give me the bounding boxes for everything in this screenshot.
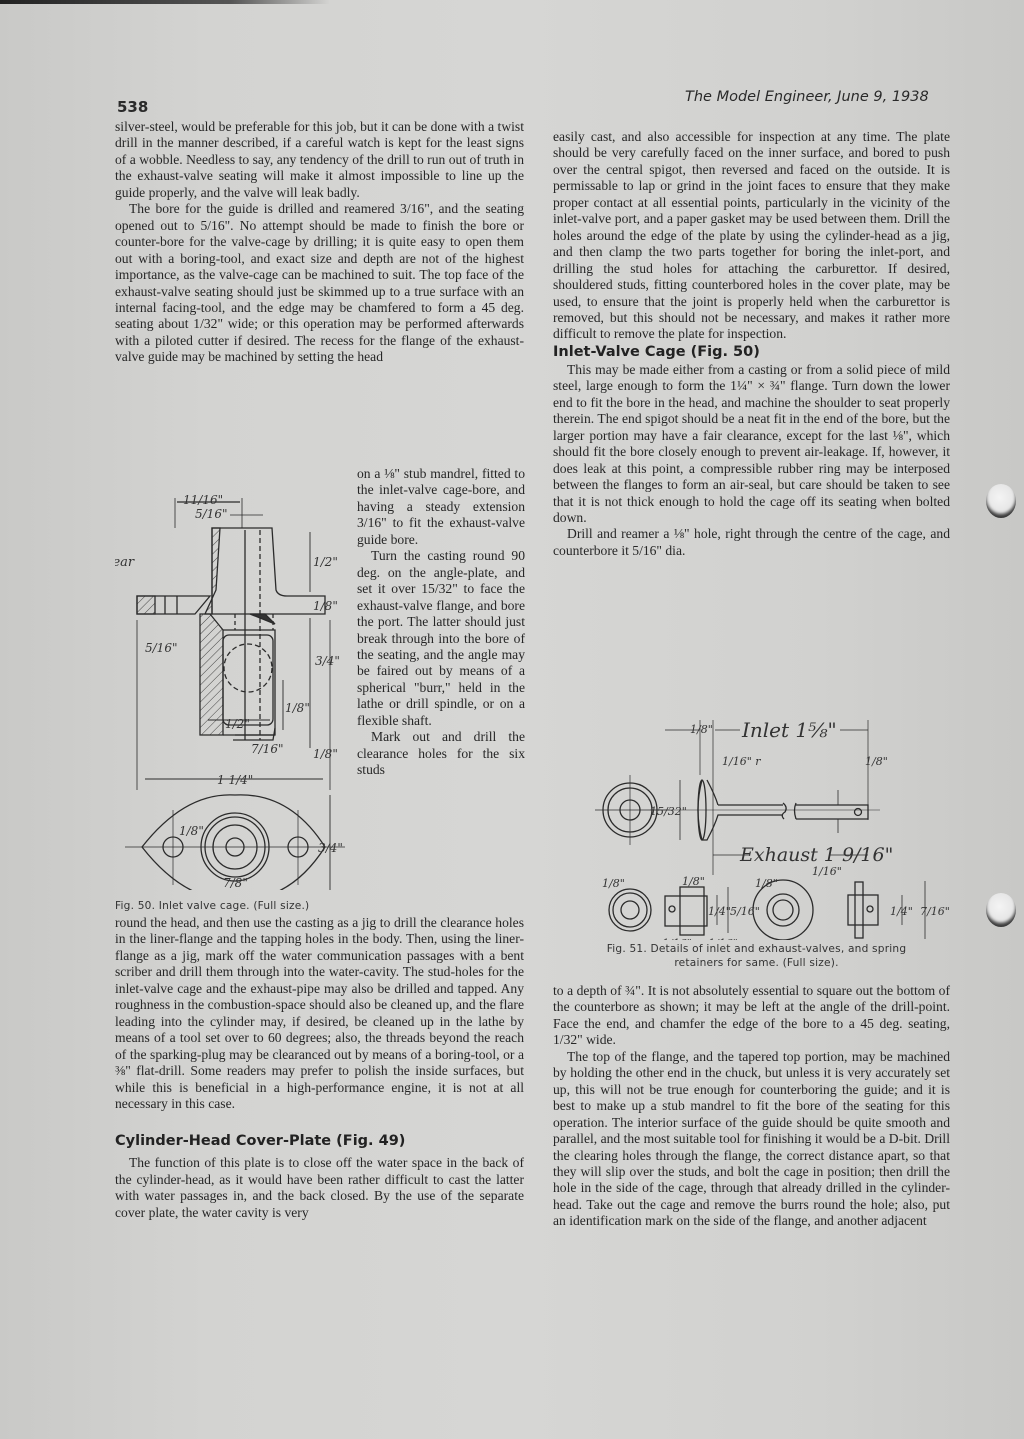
- figure-51-caption-line2: retainers for same. (Full size).: [674, 957, 839, 969]
- section-heading-inlet-valve-cage: Inlet-Valve Cage (Fig. 50): [553, 343, 760, 360]
- dim-label: 1/8": [313, 747, 338, 761]
- dim-label: 3/4": [315, 654, 340, 668]
- dim-label: 1/16" r: [722, 755, 761, 768]
- figure-51-drawing: [590, 715, 970, 940]
- dim-label: 1/8": [313, 599, 338, 613]
- figure-51-caption-line1: Fig. 51. Details of inlet and exhaust-valves, and spring: [606, 943, 907, 955]
- paragraph: to a depth of ¾". It is not absolutely essential to square out the bottom of the counterbore as shown; it may be left at the angle of the drill-point. Face the end, and chamfer the edge of the bore to a 45 deg. seating, 1/32" wide.: [553, 983, 950, 1048]
- punch-hole-upper: [986, 484, 1016, 518]
- running-head: The Model Engineer, June 9, 1938: [685, 89, 929, 105]
- dim-label: 7/16": [920, 905, 950, 918]
- section-heading-cover-plate: Cylinder-Head Cover-Plate (Fig. 49): [115, 1133, 406, 1150]
- dim-label: 1/4": [890, 905, 913, 918]
- paragraph: The function of this plate is to close off the water space in the back of the cylinder-head, as it would have been rather difficult to cast the latter with water passages in, and the back closed. By the use of the separate cover plate, the water cavity is very: [115, 1155, 524, 1220]
- dim-label: 1/2": [313, 555, 338, 569]
- dim-label: 1/8": [285, 701, 310, 715]
- punch-hole-lower: [986, 893, 1016, 927]
- paragraph: on a ⅛" stub mandrel, fitted to the inlet-valve cage-bore, and having a steady extension 3/16" to fit the exhaust-valve guide bore.: [357, 466, 525, 547]
- dim-label: 5/16": [145, 641, 178, 655]
- dim-label: 1/16": [812, 865, 842, 878]
- dim-label: 7/16": [251, 742, 284, 756]
- dim-label: 5/16": [730, 905, 760, 918]
- dim-label: 15/32": [650, 805, 687, 818]
- dim-label: 1/8": [865, 755, 888, 768]
- paragraph: Mark out and drill the clearance holes for the six studs: [357, 729, 525, 778]
- paragraph: silver-steel, would be preferable for this job, but it can be done with a twist drill in the manner described, if a careful watch is kept for the least signs of a wobble. Needless to say, any tendency of the drill to run out of truth in the exhaust-valve seating will make it almost impossible to line up the guide properly, and the valve will leak badly.: [115, 119, 524, 200]
- dim-label: ar: [120, 555, 135, 570]
- paragraph: The top of the flange, and the tapered top portion, may be machined by holding the other end in the chuck, but unless it is very accurately set up, this will not be true enough for counterboring the guide; and it is best to make up a stub mandrel to fit the bore of the seating for this operation. The interior surface of the guide should be quite smooth and parallel, and the most suitable tool for finishing it would be a D-bit. Drill the clearing holes through the flange, the correct distance apart, so that they will slip over the studs, and bolt the cage in position; then drill the hole in the side of the cage, through that already drilled in the cylinder-head. Take out the cage and remove the burrs round the hole; also, put an identification mark on the side of the flange, and another adjacent: [553, 1048, 950, 1229]
- dim-label-exhaust: Exhaust 1 9/16": [740, 844, 894, 866]
- dim-label: 1/8": [682, 875, 705, 888]
- dim-label: 5/16": [195, 507, 228, 521]
- dim-label: 1 1/4": [217, 773, 254, 787]
- right-column-bottom: [553, 983, 950, 1230]
- dim-label: 1/8": [690, 723, 713, 736]
- dim-label: 3/4": [318, 841, 343, 855]
- dim-label: 1/8": [602, 877, 625, 890]
- figure-50-caption: Fig. 50. Inlet valve cage. (Full size.): [115, 900, 310, 912]
- dim-label: 11/16": [183, 493, 224, 507]
- left-column-wrap-text: [357, 466, 525, 779]
- dim-label: 1/2": [225, 717, 250, 731]
- right-column-top: [553, 129, 950, 559]
- dim-label: 1/8": [179, 824, 204, 838]
- left-column-top: [115, 119, 524, 366]
- paragraph: round the head, and then use the casting as a jig to drill the clearance holes in the liner-flange and the tapping holes in the body. Then, using the liner-flange as a jig, mark off the water communication passages with a bent scriber and drill them through into the water-cavity. The stud-holes for the inlet-valve cage and the exhaust-pipe may also be drilled and tapped. Any roughness in the combustion-space should also be cleaned up, and the flare leading into the cylinder may, if desired, be cleaned up in the lathe by means of a tool set over to 60 degrees; also, the threads beyond the reach of the sparking-plug may be clearanced out by means of a boring-tool, or a ⅜" flat-drill. Some readers may prefer to polish the inside surfaces, but while this is beneficial in a high-performance engine, it is not at all necessary in this case.: [115, 915, 524, 1111]
- paragraph: The bore for the guide is drilled and reamered 3/16", and the seating opened out to 5/16". No attempt should be made to finish the bore or counter-bore for the valve-cage by drilling; it is quite easy to open them out with a boring-tool, and exact size and depth are not of the highest importance, as the valve-cage can be machined to suit. The top face of the exhaust-valve seating should just be skimmed up to a true surface with an internal facing-tool, and the edge may be chamfered to form a 45 deg. seating about 1/32" wide; or this operation may be performed afterwards with a piloted cutter if desired. The recess for the flange of the exhaust-valve guide may be machined by setting the head: [115, 201, 524, 365]
- figure-51-caption: [559, 942, 954, 970]
- scan-edge-shadow: [0, 0, 330, 4]
- dim-label: 1/8": [755, 877, 778, 890]
- paragraph: This may be made either from a casting or from a solid piece of mild steel, large enough to form the 1¼" × ¾" flange. Turn down the lower end to fit the bore in the head, and machine the shoulder to seat properly therein. The end spigot should be a neat fit in the end of the bore, but the larger portion may have a fair clearance, except for the last ⅛", which should fit the bore closely enough to prevent air-leakage. If, however, it does leak at this point, a compressible rubber ring may be interposed between the flanges to form an air-seal, but care should be taken to see that it is not thick enough to hold the cage off its seating when bolted down.: [553, 361, 950, 525]
- dim-label: 1/4": [708, 905, 731, 918]
- dim-label: 7/8": [223, 876, 248, 890]
- figure-50-drawing: [115, 490, 355, 890]
- dim-label: [708, 937, 738, 940]
- paragraph: Turn the casting round 90 deg. on the angle-plate, and set it over 15/32" to face the exhaust-valve flange, and bore the port. The latter should just break through into the bore of the seating, and the angle may be faired out by means of a spherical "burr," held in the lathe or drill spindle, or on a flexible shaft.: [357, 548, 525, 728]
- paragraph: Drill and reamer a ⅛" hole, right through the centre of the cage, and counterbore it 5/16" dia.: [553, 526, 950, 558]
- figure-50: [115, 490, 355, 890]
- dim-label: [662, 937, 692, 940]
- page-number: 538: [117, 98, 149, 116]
- dim-label-inlet: Inlet 1⅝": [742, 718, 837, 742]
- paragraph: easily cast, and also accessible for inspection at any time. The plate should be very carefully faced on the inner surface, and bored to push over the central spigot, then reversed and faced on the outside. It is permissable to lap or grind in the joint faces to ensure that they make proper contact at all essential points, particularly in the vicinity of the inlet-valve port, and a paper gasket may be used between them. Drill the holes around the edge of the plate by using the cylinder-head as a jig, and then clamp the two parts together for boring the inlet-port, and drilling the stud holes for attaching the carburettor. If desired, shouldered studs, fitting counterbored holes in the cover plate, may be used, to ensure that the joint is properly held when the carburettor is removed, but this should not be necessary, and makes it rather more difficult to remove the plate for inspection.: [553, 129, 950, 342]
- figure-51: [590, 715, 970, 940]
- left-column-bottom: [115, 915, 524, 1221]
